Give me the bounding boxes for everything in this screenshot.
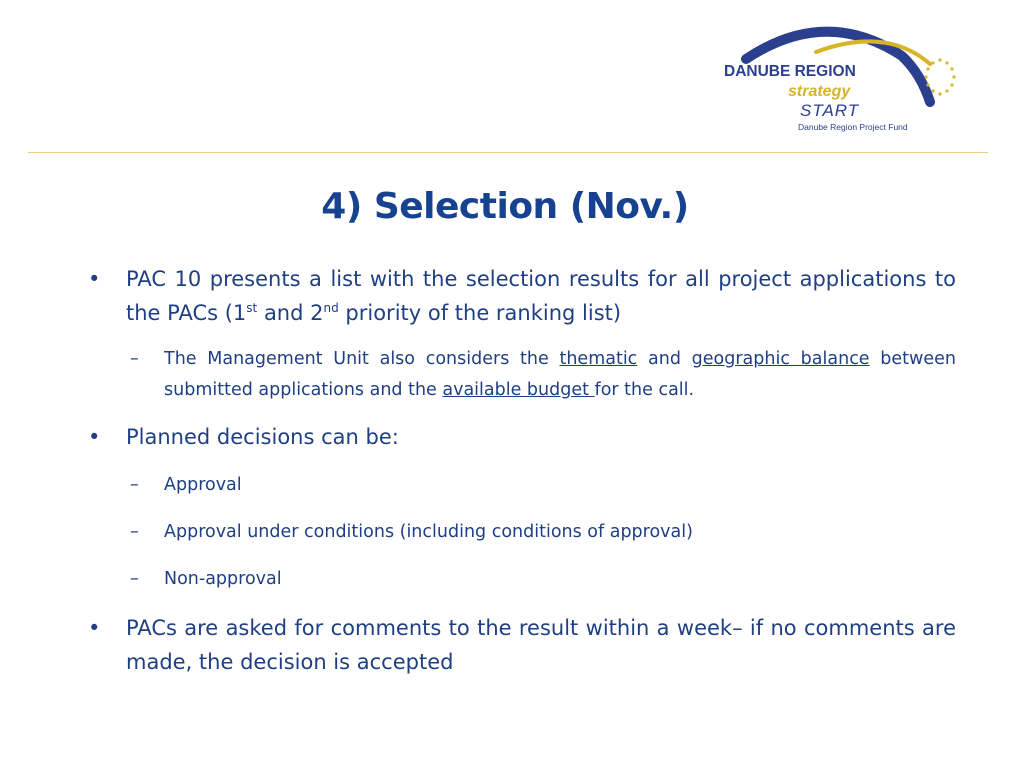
bullet-text: Planned decisions can be:	[126, 425, 399, 449]
bullet-marker: •	[88, 616, 101, 640]
sub-bullet-item	[88, 344, 956, 406]
dash-marker: –	[130, 475, 139, 495]
sub-text-part: for the call.	[594, 380, 695, 400]
bullet-marker: •	[88, 425, 101, 449]
underlined-available-budget: available budget	[442, 380, 595, 400]
sub-bullet-text	[164, 349, 956, 400]
slide-title: 4) Selection (Nov.)	[321, 186, 689, 227]
bullet-marker: •	[88, 267, 101, 291]
underlined-thematic: thematic	[559, 349, 638, 369]
dash-marker: –	[130, 349, 139, 369]
sub-bullet-item	[88, 470, 956, 501]
bullet-text	[126, 267, 956, 325]
superscript: nd	[323, 301, 339, 315]
danube-region-logo	[716, 24, 966, 136]
sub-text-part: and	[637, 349, 692, 369]
bullet-text-part: PAC 10 presents a list with the selection results for all project applications to the PACs (1	[126, 267, 956, 325]
header-divider	[28, 152, 988, 153]
sub-bullet-text: Non-approval	[164, 569, 282, 589]
superscript: st	[246, 301, 258, 315]
bullet-item	[88, 262, 956, 330]
sub-bullet-item	[88, 517, 956, 548]
dash-marker: –	[130, 569, 139, 589]
sub-text-part: The Management Unit also considers the	[164, 349, 560, 369]
dash-marker: –	[130, 522, 139, 542]
logo-line3: START	[800, 101, 860, 120]
bullet-text-part: priority of the ranking list)	[338, 301, 622, 325]
sub-bullet-text: Approval under conditions (including conditions of approval)	[164, 522, 693, 542]
sub-text-part: between submitted applications and the	[164, 349, 956, 400]
bullet-item	[88, 420, 956, 454]
logo-line4: Danube Region Project Fund	[798, 122, 908, 132]
logo-line2: strategy	[788, 83, 851, 100]
bullet-text: PACs are asked for comments to the result within a week– if no comments are made, the decision is accepted	[126, 616, 956, 674]
logo-graphic	[716, 24, 966, 136]
sub-bullet-text: Approval	[164, 475, 242, 495]
bullet-text-part: and 2	[257, 301, 324, 325]
slide-content	[88, 262, 956, 679]
bullet-item	[88, 611, 956, 679]
logo-line1: DANUBE REGION	[724, 63, 856, 80]
sub-bullet-item	[88, 564, 956, 595]
underlined-geographic-balance: geographic balance	[691, 349, 870, 369]
